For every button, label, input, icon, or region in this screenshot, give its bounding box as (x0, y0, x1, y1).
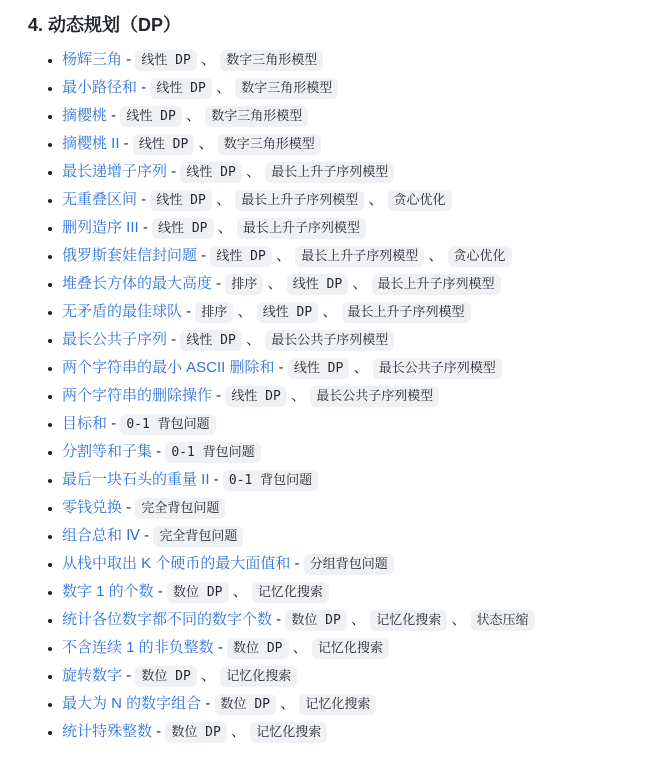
tag-badge: 0-1 背包问题 (165, 442, 260, 463)
dash-separator: - (138, 219, 153, 236)
list-item (62, 214, 647, 242)
dash-separator: - (182, 303, 196, 320)
problem-link[interactable]: 不含连续 1 的非负整数 (62, 639, 214, 656)
problem-link[interactable]: 最后一块石头的重量 II (62, 471, 210, 488)
tag-badge: 最长上升子序列模型 (342, 302, 471, 323)
tag-badge: 记忆化搜索 (250, 722, 327, 743)
problem-link[interactable]: 无矛盾的最佳球队 (62, 303, 183, 320)
tag-badge: 状态压缩 (471, 610, 535, 631)
list-item (62, 578, 647, 606)
dash-separator: - (137, 79, 151, 96)
dash-separator: - (274, 359, 288, 376)
dash-separator: - (152, 723, 166, 740)
problem-link[interactable]: 堆叠长方体的最大高度 (62, 275, 213, 292)
dash-separator: - (122, 667, 136, 684)
tag-badge: 线性 DP (288, 358, 349, 379)
tag-joiner: 、 (213, 219, 237, 236)
dash-separator: - (153, 583, 168, 600)
tag-badge: 线性 DP (150, 78, 211, 99)
tag-badge: 数字三角形模型 (205, 106, 308, 127)
problem-link[interactable]: 组合总和 Ⅳ (62, 527, 141, 544)
tag-badge: 线性 DP (180, 162, 241, 183)
tag-badge: 数位 DP (135, 666, 196, 687)
tag-badge: 最长上升子序列模型 (235, 190, 364, 211)
list-item (62, 74, 647, 102)
tag-badge: 完全背包问题 (153, 526, 243, 547)
tag-joiner: 、 (263, 275, 287, 292)
tag-badge: 数位 DP (165, 722, 226, 743)
tag-badge: 最长上升子序列模型 (372, 274, 501, 295)
dash-separator: - (137, 191, 151, 208)
tag-badge: 贪心优化 (448, 246, 512, 267)
list-item (62, 298, 647, 326)
list-item (62, 634, 647, 662)
tag-joiner: 、 (241, 163, 266, 180)
list-item (62, 130, 647, 158)
list-item (62, 242, 647, 270)
dash-separator: - (107, 107, 121, 124)
list-item (62, 494, 647, 522)
list-item (62, 522, 647, 550)
tag-joiner: 、 (349, 359, 373, 376)
tag-badge: 线性 DP (120, 106, 181, 127)
tag-joiner: 、 (447, 611, 471, 628)
tag-badge: 线性 DP (180, 330, 241, 351)
tag-badge: 数位 DP (285, 610, 346, 631)
dash-separator: - (119, 135, 133, 152)
dash-separator: - (213, 639, 228, 656)
tag-joiner: 、 (196, 51, 221, 68)
tag-joiner: 、 (194, 135, 218, 152)
problem-link[interactable]: 目标和 (62, 415, 108, 432)
dash-separator: - (152, 443, 166, 460)
tag-joiner: 、 (211, 191, 236, 208)
tag-badge: 完全背包问题 (135, 498, 225, 519)
problem-link[interactable]: 最长递增子序列 (62, 163, 168, 180)
dash-separator: - (212, 387, 226, 404)
dash-separator: - (209, 471, 223, 488)
dash-separator: - (167, 331, 181, 348)
problem-link[interactable]: 分割等和子集 (62, 443, 153, 460)
tag-badge: 线性 DP (210, 246, 271, 267)
tag-badge: 线性 DP (257, 302, 318, 323)
tag-joiner: 、 (211, 79, 236, 96)
list-item (62, 718, 647, 746)
tag-badge: 最长上升子序列模型 (295, 246, 424, 267)
dash-separator: - (272, 611, 286, 628)
tag-joiner: 、 (318, 303, 342, 320)
problem-link[interactable]: 统计特殊整数 (62, 723, 153, 740)
tag-joiner: 、 (288, 639, 312, 656)
problem-link[interactable]: 俄罗斯套娃信封问题 (62, 247, 198, 264)
tag-badge: 数字三角形模型 (218, 134, 321, 155)
dash-separator: - (290, 555, 304, 572)
tag-badge: 最长公共子序列模型 (373, 358, 502, 379)
tag-badge: 0-1 背包问题 (223, 470, 318, 491)
tag-badge: 最长公共子序列模型 (265, 330, 394, 351)
problem-link[interactable]: 从栈中取出 K 个硬币的最大面值和 (62, 555, 291, 572)
list-item (62, 270, 647, 298)
tag-badge: 记忆化搜索 (220, 666, 297, 687)
tag-badge: 排序 (195, 302, 233, 323)
page-title: 4. 动态规划（DP） (28, 15, 182, 35)
tag-badge: 最长上升子序列模型 (237, 218, 366, 239)
problem-link[interactable]: 删列造序 III (62, 219, 139, 236)
dash-separator: - (197, 247, 211, 264)
tag-badge: 记忆化搜索 (370, 610, 447, 631)
problem-link[interactable]: 最长公共子序列 (62, 331, 168, 348)
tag-joiner: 、 (226, 723, 251, 740)
tag-joiner: 、 (276, 695, 300, 712)
tag-joiner: 、 (228, 583, 252, 600)
problem-link[interactable]: 两个字符串的删除操作 (62, 387, 213, 404)
list-item (62, 606, 647, 634)
tag-badge: 分组背包问题 (304, 554, 394, 575)
tag-joiner: 、 (241, 331, 266, 348)
list-item (62, 382, 647, 410)
problem-list (28, 46, 647, 746)
list-item (62, 326, 647, 354)
tag-badge: 线性 DP (135, 50, 196, 71)
problem-link[interactable]: 最小路径和 (62, 79, 138, 96)
problem-link[interactable]: 两个字符串的最小 ASCII 删除和 (62, 359, 275, 376)
tag-joiner: 、 (181, 107, 206, 124)
problem-link[interactable]: 无重叠区间 (62, 191, 138, 208)
dash-separator: - (122, 499, 136, 516)
problem-link[interactable]: 最大为 N 的数字组合 (62, 695, 202, 712)
tag-joiner: 、 (271, 247, 296, 264)
tag-joiner: 、 (286, 387, 311, 404)
tag-badge: 最长公共子序列模型 (310, 386, 439, 407)
problem-link[interactable]: 杨辉三角 (62, 51, 123, 68)
tag-badge: 数位 DP (215, 694, 276, 715)
tag-joiner: 、 (364, 191, 388, 208)
list-item (62, 438, 647, 466)
list-item (62, 102, 647, 130)
tag-badge: 线性 DP (225, 386, 286, 407)
tag-badge: 数位 DP (167, 582, 228, 603)
tag-badge: 数位 DP (227, 638, 288, 659)
dash-separator: - (107, 415, 121, 432)
list-item (62, 410, 647, 438)
problem-link[interactable]: 旋转数字 (62, 667, 123, 684)
tag-badge: 线性 DP (152, 218, 213, 239)
tag-badge: 记忆化搜索 (252, 582, 329, 603)
tag-joiner: 、 (196, 667, 221, 684)
list-item (62, 354, 647, 382)
dash-separator: - (167, 163, 181, 180)
tag-badge: 贪心优化 (388, 190, 452, 211)
list-item (62, 662, 647, 690)
dash-separator: - (140, 527, 154, 544)
list-item (62, 550, 647, 578)
tag-badge: 线性 DP (150, 190, 211, 211)
list-item (62, 158, 647, 186)
dash-separator: - (201, 695, 215, 712)
list-item (62, 690, 647, 718)
tag-badge: 线性 DP (287, 274, 348, 295)
dash-separator: - (122, 51, 136, 68)
tag-badge: 数字三角形模型 (220, 50, 323, 71)
tag-badge: 线性 DP (133, 134, 194, 155)
list-item (62, 186, 647, 214)
tag-badge: 最长上升子序列模型 (265, 162, 394, 183)
tag-badge: 记忆化搜索 (299, 694, 376, 715)
problem-link[interactable]: 摘樱桃 (62, 107, 108, 124)
list-item (62, 466, 647, 494)
tag-badge: 数字三角形模型 (235, 78, 338, 99)
tag-badge: 记忆化搜索 (312, 638, 389, 659)
problem-link[interactable]: 统计各位数字都不同的数字个数 (62, 611, 273, 628)
problem-link[interactable]: 摘樱桃 II (62, 135, 120, 152)
tag-joiner: 、 (348, 275, 372, 292)
tag-joiner: 、 (424, 247, 448, 264)
tag-badge: 0-1 背包问题 (120, 414, 215, 435)
problem-link[interactable]: 数字 1 的个数 (62, 583, 154, 600)
dash-separator: - (212, 275, 226, 292)
list-item (62, 46, 647, 74)
tag-badge: 排序 (225, 274, 263, 295)
tag-joiner: 、 (346, 611, 371, 628)
problem-link[interactable]: 零钱兑换 (62, 499, 123, 516)
tag-joiner: 、 (233, 303, 257, 320)
